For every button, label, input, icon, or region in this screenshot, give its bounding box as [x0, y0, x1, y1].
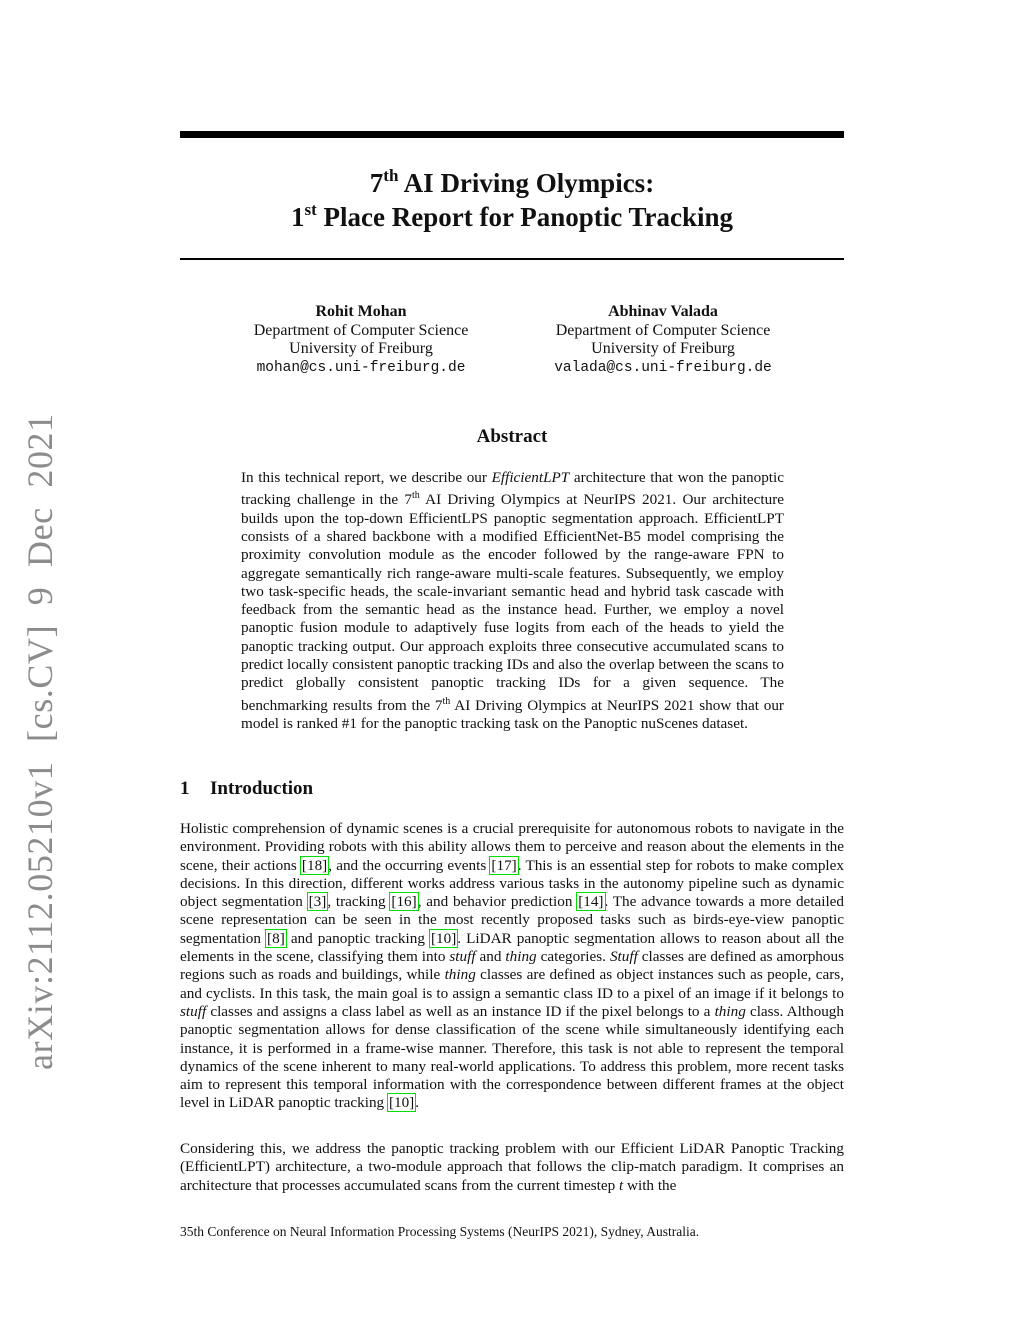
citation-link-18[interactable]: [18] [301, 856, 328, 874]
paragraph-text: classes and assigns a class label as well as an instance ID if the pixel belongs to a [206, 1002, 715, 1020]
paragraph-text: classes are defined as amorphous regions such as roads and buildings, while [180, 948, 844, 984]
title-bottom-rule [180, 258, 844, 260]
citation-link-3[interactable]: [3] [308, 893, 327, 911]
author-email: mohan@cs.uni-freiburg.de [256, 359, 466, 376]
section-title: Introduction [210, 778, 314, 799]
author-department: Department of Computer Science [555, 321, 771, 339]
paragraph-text: class. Although panoptic segmentation allows for dense classification of the scene while simultaneously identifying each instance, it is performed in a frame-wise manner. Therefore, this task is not able to represent the temporal dynamics of the scene inherent to many real-world applications. To address this problem, more recent tasks aim to represent this temporal information with the correspondence between different frames at the object level in LiDAR panoptic tracking [180, 1002, 844, 1112]
citation-link-10[interactable]: [10] [430, 929, 457, 947]
paragraph-text: classes are defined as object instances such as people, cars, and cyclists. In this task, the main goal is to assign a semantic class ID to a pixel of an image if it belongs to [180, 966, 844, 1002]
term-thing: thing [444, 966, 476, 984]
citation-link-16[interactable]: [16] [391, 893, 417, 911]
paragraph-text: with the [623, 1176, 677, 1194]
paragraph-text: and panoptic tracking [285, 929, 430, 947]
section-number: 1 [180, 778, 190, 799]
author-block-2 [513, 303, 813, 377]
citation-link-17[interactable]: [17] [491, 856, 517, 874]
citation-link-14[interactable]: [14] [578, 893, 604, 911]
paragraph-text: , and the occurring events [328, 856, 491, 874]
author-email: valada@cs.uni-freiburg.de [554, 359, 772, 376]
title-ordinal-suffix-2: st [304, 200, 317, 219]
author-department: Department of Computer Science [253, 321, 469, 339]
author-name: Abhinav Valada [608, 303, 718, 320]
title-line-1 [370, 168, 654, 198]
title-ordinal-1: 7 [369, 168, 384, 198]
citation-link-10[interactable]: [10] [388, 1094, 415, 1112]
paper-title [180, 166, 844, 234]
abstract-text: architecture that won the panoptic tracking challenge in the 7 [241, 469, 784, 509]
intro-paragraph-1 [180, 820, 844, 1113]
ordinal-suffix: th [411, 490, 420, 502]
title-line-1-text: AI Driving Olympics: [398, 168, 655, 198]
paragraph-text: . LiDAR panoptic segmentation allows to reason about all the elements in the scene, classifying them into [180, 929, 845, 966]
ordinal-suffix: th [442, 695, 451, 707]
author-university: University of Freiburg [591, 340, 735, 357]
title-ordinal-2: 1 [291, 202, 305, 232]
title-top-rule [180, 131, 844, 138]
author-university: University of Freiburg [289, 340, 433, 357]
title-line-2-text: Place Report for Panoptic Tracking [316, 202, 733, 232]
arxiv-identifier-stamp: arXiv:2112.05210v1 [cs.CV] 9 Dec 2021 [20, 413, 60, 1070]
paragraph-text: , and behavior prediction [417, 893, 578, 911]
author-name: Rohit Mohan [315, 303, 407, 320]
term-thing: thing [714, 1002, 746, 1020]
paragraph-text: Holistic comprehension of dynamic scenes is a crucial prerequisite for autonomous robots to navigate in the environment. Providing robots with this ability allows them to perceive and reason about the elements in the scene, their actions [180, 820, 844, 874]
abstract-body [241, 469, 784, 733]
paragraph-text: . The advance towards a more detailed scene representation can be seen in the most recently proposed tasks such as birds-eye-view panoptic segmentation [180, 893, 845, 947]
paragraph-text: , tracking [327, 893, 391, 911]
abstract-text: In this technical report, we describe our [241, 469, 492, 486]
citation-link-8[interactable]: [8] [267, 929, 285, 947]
intro-paragraph-2 [180, 1140, 844, 1195]
abstract-heading: Abstract [476, 426, 548, 447]
math-variable-t: t [618, 1176, 624, 1194]
abstract-text: AI Driving Olympics at NeurIPS 2021. Our architecture builds upon the top-down EfficientLPS panoptic segmentation approach. EfficientLPT consists of a shared backbone with a modified EfficientNet-B5 model comprising the proximity convolution module as the encoder followed by the range-aware FPN to aggregate semantically rich range-aware multi-scale features. Subsequently, we employ two task-specific heads, the scale-invariant semantic head and hybrid task cascade with feedback from the semantic head as the instance head. Further, we employ a novel panoptic fusion module to adaptively fuse logits from each of the heads to yield the panoptic tracking output. Our approach exploits three consecutive accumulated scans to predict locally consistent panoptic tracking IDs and also the overlap between the scans to predict globally consistent panoptic tracking IDs for a given sequence. The benchmarking results from the 7 [241, 491, 784, 714]
paragraph-text: Considering this, we address the panoptic tracking problem with our Efficient LiDAR Panoptic Tracking (EfficientLPT) architecture, a two-module approach that follows the clip-match paradigm. It comprises an architecture that processes accumulated scans from the current timestep [180, 1140, 844, 1194]
term-thing: thing [505, 948, 537, 966]
paragraph-text: . [415, 1094, 420, 1112]
term-stuff: stuff [180, 1002, 207, 1020]
abstract-text: AI Driving Olympics at NeurIPS 2021 show that our model is ranked #1 for the panoptic tracking task on the Panoptic nuScenes dataset. [241, 696, 784, 732]
title-ordinal-suffix-1: th [383, 166, 399, 185]
paragraph-text: categories. [536, 948, 610, 966]
abstract-model-name: EfficientLPT [491, 469, 570, 486]
section-heading-introduction [180, 777, 313, 801]
term-stuff: stuff [449, 948, 476, 966]
author-block-1 [211, 303, 511, 377]
conference-footnote: 35th Conference on Neural Information Processing Systems (NeurIPS 2021), Sydney, Australia. [180, 1224, 700, 1239]
paragraph-text: and [475, 948, 506, 966]
term-stuff: Stuff [609, 948, 638, 966]
paragraph-text: . This is an essential step for robots to make complex decisions. In this direction, different works address various tasks in the autonomy pipeline such as dynamic object segmentation [180, 856, 844, 911]
title-line-2 [291, 202, 733, 232]
